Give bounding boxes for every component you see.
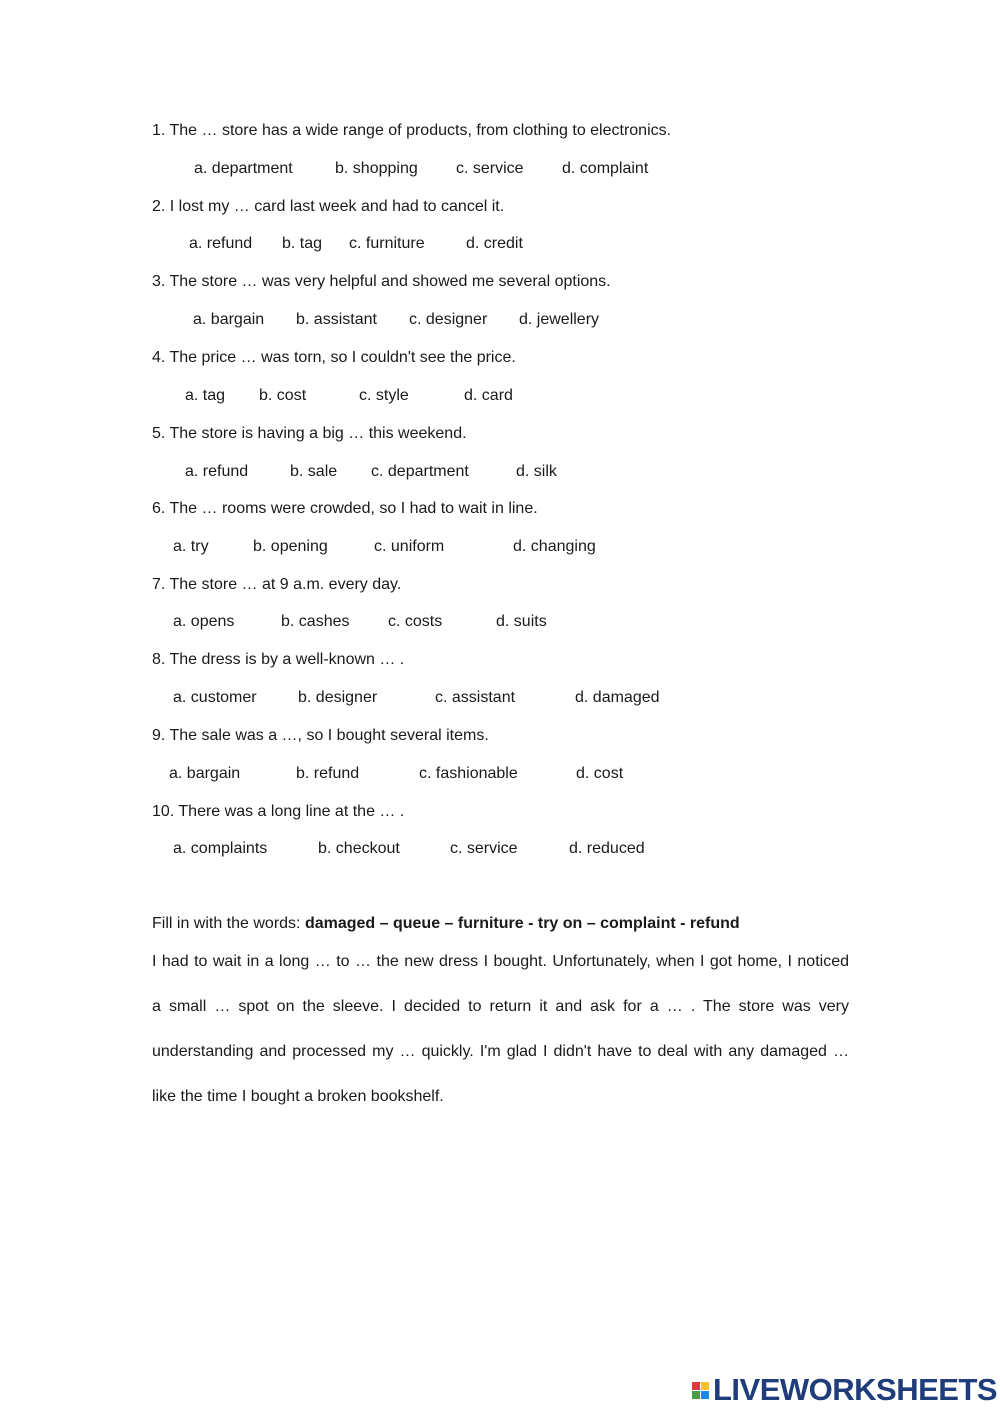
question-3-option-d[interactable]: d. jewellery [519, 311, 600, 328]
question-9-option-d[interactable]: d. cost [576, 765, 624, 782]
fill-in-line-2: a small … spot on the sleeve. I decided to return it and ask for a … . The store was very [152, 998, 849, 1015]
question-7-option-d[interactable]: d. suits [496, 613, 547, 630]
question-1-option-b[interactable]: b. shopping [335, 160, 418, 177]
question-8-option-d[interactable]: d. damaged [575, 689, 660, 706]
question-9-option-b[interactable]: b. refund [296, 765, 360, 782]
question-8-option-a[interactable]: a. customer [173, 689, 257, 706]
question-5-option-b[interactable]: b. sale [290, 463, 338, 480]
question-4-option-c[interactable]: c. style [359, 387, 409, 404]
question-5-option-d[interactable]: d. silk [516, 463, 557, 480]
question-9-option-c[interactable]: c. fashionable [419, 765, 518, 782]
question-5-option-c[interactable]: c. department [371, 463, 469, 480]
question-4-stem: 4. The price … was torn, so I couldn't see the price. [152, 349, 516, 366]
question-10-option-d[interactable]: d. reduced [569, 840, 645, 857]
question-6-option-b[interactable]: b. opening [253, 538, 328, 555]
question-3-option-a[interactable]: a. bargain [193, 311, 265, 328]
question-2-option-a[interactable]: a. refund [189, 235, 253, 252]
fill-in-word-bank: damaged – queue – furniture - try on – complaint - refund [304, 915, 740, 932]
logo-squares-icon [692, 1382, 709, 1399]
question-4-option-d[interactable]: d. card [464, 387, 513, 404]
question-10-stem: 10. There was a long line at the … . [152, 803, 405, 820]
question-2-option-c[interactable]: c. furniture [349, 235, 425, 252]
question-9-option-a[interactable]: a. bargain [169, 765, 241, 782]
question-10-option-b[interactable]: b. checkout [318, 840, 400, 857]
question-6-stem: 6. The … rooms were crowded, so I had to wait in line. [152, 500, 538, 517]
question-6-option-c[interactable]: c. uniform [374, 538, 445, 555]
question-1-option-a[interactable]: a. department [194, 160, 293, 177]
question-9-stem: 9. The sale was a …, so I bought several items. [152, 727, 489, 744]
question-7-option-c[interactable]: c. costs [388, 613, 443, 630]
question-1-stem: 1. The … store has a wide range of products, from clothing to electronics. [152, 122, 672, 139]
question-2-option-d[interactable]: d. credit [466, 235, 523, 252]
question-1-option-d[interactable]: d. complaint [562, 160, 649, 177]
question-2-stem: 2. I lost my … card last week and had to cancel it. [152, 198, 505, 215]
question-8-option-b[interactable]: b. designer [298, 689, 378, 706]
question-5-stem: 5. The store is having a big … this weekend. [152, 425, 467, 442]
question-3-option-c[interactable]: c. designer [409, 311, 488, 328]
question-8-option-c[interactable]: c. assistant [435, 689, 516, 706]
brand-name: LIVEWORKSHEETS [713, 1372, 998, 1407]
question-10-option-c[interactable]: c. service [450, 840, 518, 857]
question-6-option-d[interactable]: d. changing [513, 538, 596, 555]
question-3-stem: 3. The store … was very helpful and showed me several options. [152, 273, 611, 290]
fill-in-intro: Fill in with the words: [152, 915, 305, 932]
question-2-option-b[interactable]: b. tag [282, 235, 323, 252]
question-7-option-a[interactable]: a. opens [173, 613, 235, 630]
question-3-option-b[interactable]: b. assistant [296, 311, 377, 328]
question-10-option-a[interactable]: a. complaints [173, 840, 268, 857]
question-4-option-b[interactable]: b. cost [259, 387, 307, 404]
question-6-option-a[interactable]: a. try [173, 538, 209, 555]
fill-in-line-4: like the time I bought a broken bookshelf. [152, 1088, 444, 1105]
fill-in-instructions [152, 915, 740, 933]
question-7-stem: 7. The store … at 9 a.m. every day. [152, 576, 402, 593]
question-1-option-c[interactable]: c. service [456, 160, 524, 177]
question-8-stem: 8. The dress is by a well-known … . [152, 651, 405, 668]
question-7-option-b[interactable]: b. cashes [281, 613, 350, 630]
question-5-option-a[interactable]: a. refund [185, 463, 249, 480]
fill-in-line-1: I had to wait in a long … to … the new dress I bought. Unfortunately, when I got home, I noticed [152, 953, 849, 970]
fill-in-line-3: understanding and processed my … quickly. I'm glad I didn't have to deal with any damaged … [152, 1043, 849, 1060]
liveworksheets-logo [692, 1372, 997, 1408]
question-4-option-a[interactable]: a. tag [185, 387, 226, 404]
